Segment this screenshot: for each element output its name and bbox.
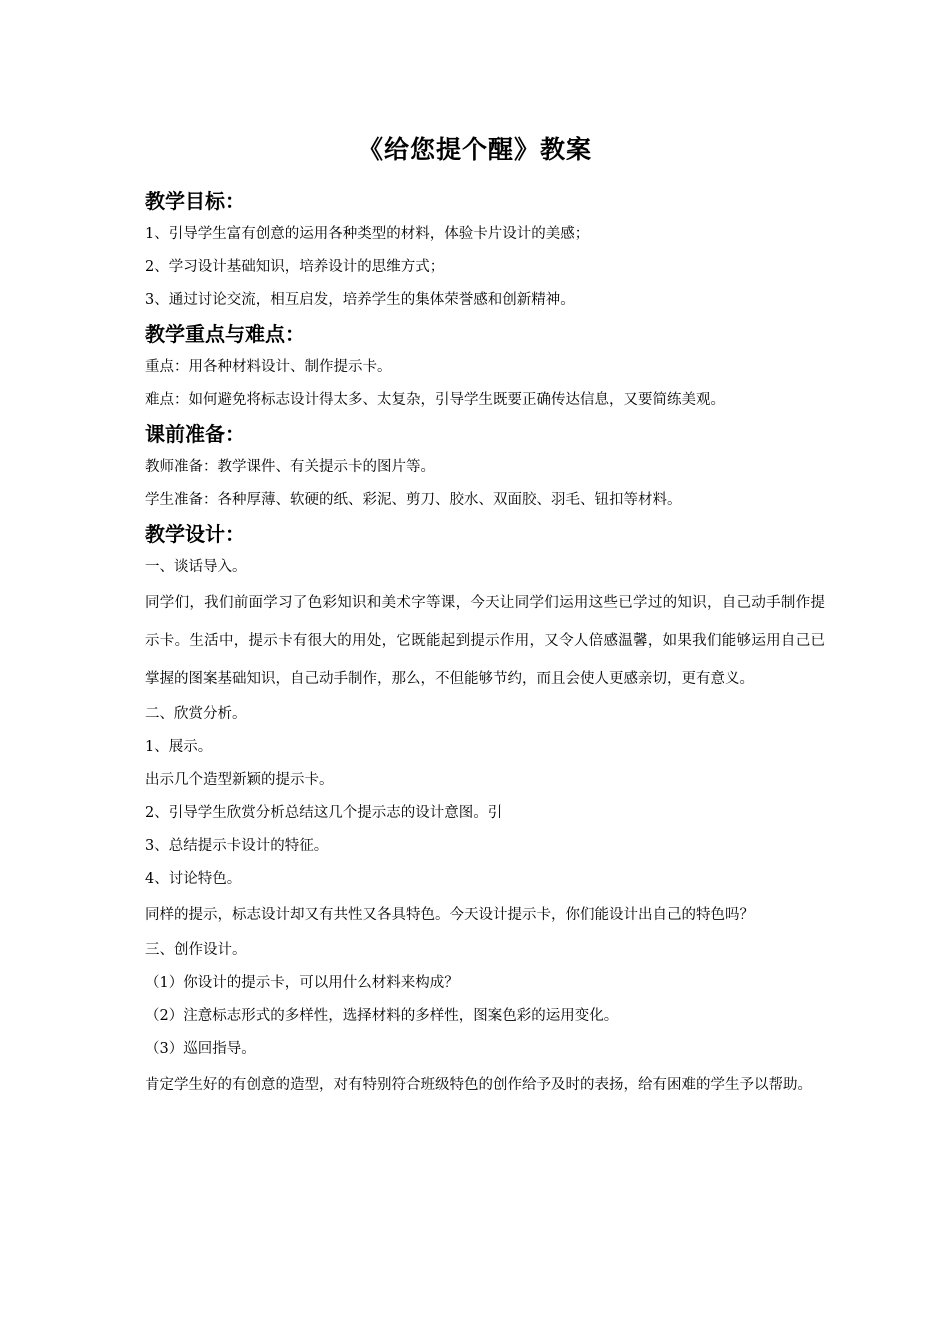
design-part1-title: 一、谈话导入。 — [145, 559, 247, 575]
design-part3-line: （2）注意标志形式的多样性，选择材料的多样性，图案色彩的运用变化。 — [145, 1008, 619, 1024]
design-part2-title: 二、欣赏分析。 — [145, 706, 247, 722]
heading-objectives: 教学目标： — [145, 189, 245, 213]
design-part3-text: 肯定学生好的有创意的造型，对有特别符合班级特色的创作给予及时的表扬，给有困难的学生予以帮助。 — [145, 1077, 812, 1093]
objective-item: 1、引导学生富有创意的运用各种类型的材料，体验卡片设计的美感； — [145, 226, 590, 242]
design-part2-line: 2、引导学生欣赏分析总结这几个提示志的设计意图。引 — [145, 805, 503, 821]
design-part2-line: 出示几个造型新颖的提示卡。 — [145, 772, 334, 788]
design-part2-text: 同样的提示，标志设计却又有共性又各具特色。今天设计提示卡，你们能设计出自己的特色吗？ — [145, 907, 754, 923]
design-part2-line: 4、讨论特色。 — [145, 871, 242, 887]
key-point-item: 重点：用各种材料设计、制作提示卡。 — [145, 359, 392, 375]
objective-item: 2、学习设计基础知识，培养设计的思维方式； — [145, 259, 445, 275]
design-part3-line: （1）你设计的提示卡，可以用什么材料来构成？ — [145, 975, 459, 991]
document-body — [145, 184, 825, 1104]
design-part2-line: 1、展示。 — [145, 739, 213, 755]
heading-key-points: 教学重点与难点： — [145, 322, 305, 346]
heading-preparation: 课前准备： — [145, 422, 245, 446]
key-point-item: 难点：如何避免将标志设计得太多、太复杂，引导学生既要正确传达信息，又要简练美观。 — [145, 392, 725, 408]
design-part1-text: 同学们，我们前面学习了色彩知识和美术字等课，今天让同学们运用这些已学过的知识，自己动手制作提示卡。生活中，提示卡有很大的用处，它既能起到提示作用，又令人倍感温馨，如果我们能够运用自己已掌握的图案基础知识，自己动手制作，那么，不但能够节约，而且会使人更感亲切，更有意义。 — [145, 595, 825, 687]
heading-design: 教学设计： — [145, 522, 245, 546]
document-title: 《给您提个醒》教案 — [357, 135, 592, 164]
objective-item: 3、通过讨论交流，相互启发，培养学生的集体荣誉感和创新精神。 — [145, 292, 575, 308]
design-part3-title: 三、创作设计。 — [145, 942, 247, 958]
preparation-item: 学生准备：各种厚薄、软硬的纸、彩泥、剪刀、胶水、双面胶、羽毛、钮扣等材料。 — [145, 492, 682, 508]
design-part3-line: （3）巡回指导。 — [145, 1041, 256, 1057]
design-part2-line: 3、总结提示卡设计的特征。 — [145, 838, 329, 854]
preparation-item: 教师准备：教学课件、有关提示卡的图片等。 — [145, 459, 435, 475]
